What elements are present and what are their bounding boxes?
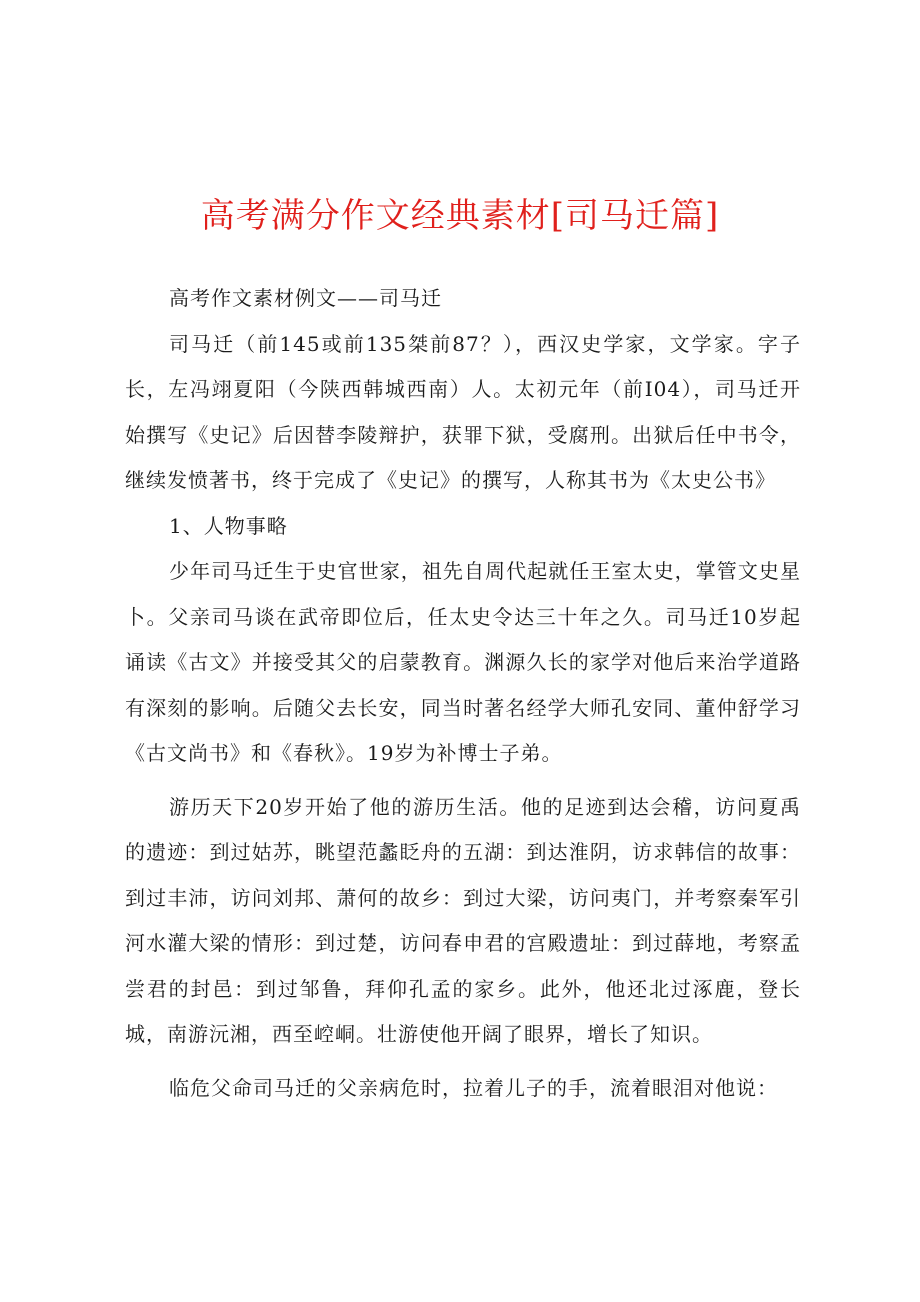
paragraph-travels: 游历天下20岁开始了他的游历生活。他的足迹到达会稽，访问夏禹的遗迹：到过姑苏，眺望范蠡眨舟的五湖：到达淮阴，访求韩信的故事：到过丰沛，访问刘邦、萧何的故乡：到过大梁，访问夷门，并考察秦军引河水灌大梁的情形：到过楚，访问春申君的宫殿遗址：到过薛地，考察孟尝君的封邑：到过邹鲁，拜仰孔孟的家乡。此外，他还北过涿鹿，登长城，南游沅湘，西至崆峒。壮游使他开阔了眼界，增长了知识。 (125, 794, 801, 1046)
paragraph-father-deathbed: 临危父命司马迁的父亲病危时，拉着儿子的手，流着眼泪对他说： (169, 1075, 778, 1100)
paragraph-intro: 司马迁（前145或前135桀前87？），西汉史学家，文学家。字子长，左冯翊夏阳（今陕西韩城西南）人。太初元年（前I04），司马迁开始撰写《史记》后因替李陵辩护，获罪下狱，受腐刑。出狱后任中书令，继续发愤著书，终于完成了《史记》的撰写，人称其书为《太史公书》 (125, 331, 801, 492)
paragraph-subtitle: 高考作文素材例文——司马迁 (169, 286, 442, 310)
document-body (125, 276, 801, 1111)
document-title: 高考满分作文经典素材[司马迁篇] (200, 196, 720, 236)
section-heading-biography: 1、人物事略 (169, 513, 288, 538)
paragraph-youth: 少年司马迁生于史官世家，祖先自周代起就任王室太史，掌管文史星卜。父亲司马谈在武帝即位后，任太史令达三十年之久。司马迁10岁起诵读《古文》并接受其父的启蒙教育。渊源久长的家学对他后来治学道路有深刻的影响。后随父去长安，同当时著名经学大师孔安同、董仲舒学习《古文尚书》和《春秋》。19岁为补博士子弟。 (125, 559, 801, 765)
